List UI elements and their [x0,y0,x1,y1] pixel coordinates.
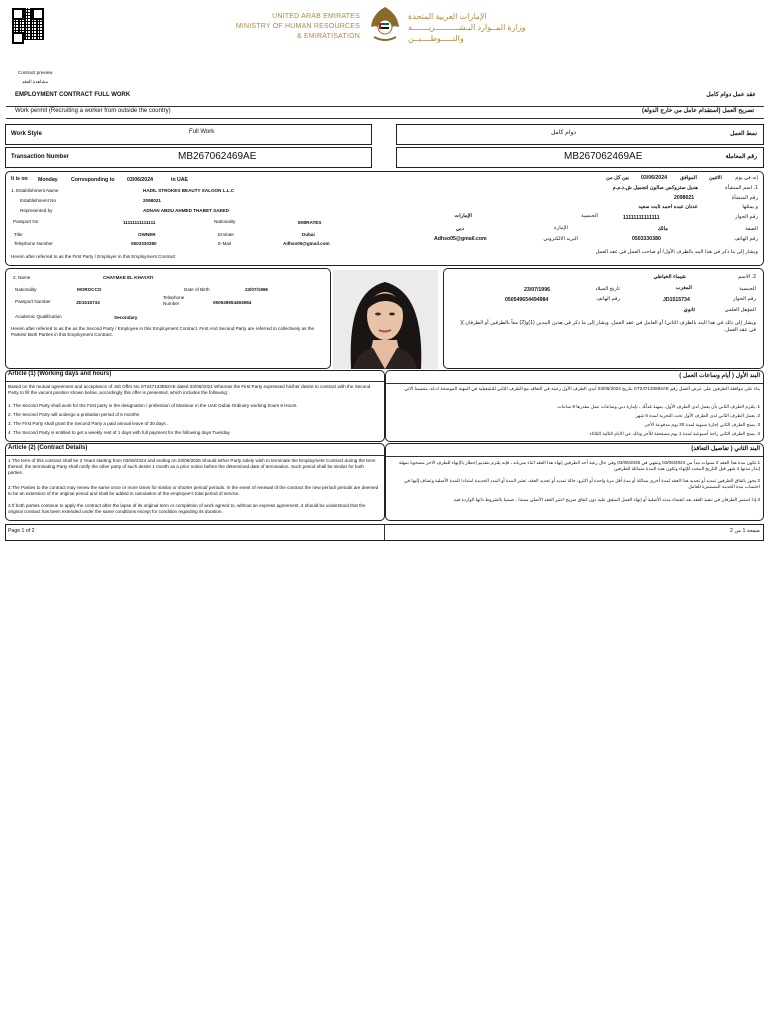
article1-item2-en: 2. The Second Party will undergo a probation period of 6 months [8,412,140,417]
sp-passport-label: Passport Number [15,299,51,304]
article1-item1-en: 1. The Second Party shall work for the First party in the designation / profession of Masseur in the UAE Dubai Ordinary working hours 8 Hours. [8,403,298,408]
first-party-herein-en: Herein after referred to as the First Party / Employer in this Employment Contract [11,254,176,259]
ar-est-no-label: رقم المنشأة [731,195,758,201]
qr-corner [12,32,24,44]
sp-passport: JD1515734 [76,300,100,305]
passport-no-label: Passport No [13,219,39,224]
work-style-box [5,124,372,145]
establishment-no-label: Establishment No [20,198,57,203]
ar-sp-qual: ثانوي [683,307,695,313]
article2-item1-ar: 1.تكون مدة هذا العقد 2 سنوات تبدأ من 03/06/2024 وتنتهي في 03/06/2026 وفي حال رغبة أحد الطرفين إنهاء هذا العقد اثناء سريانه ، فإنه يلتزم بتقديم إخطار بالإنهاء للطرف الاخر مصحوبا بمهلة إنذار مدتها 1 شهر قبل التاريخ المحدد للإنهاء وتكون هذه المدة متماثلة للطرفين [398,460,760,471]
emirate-value: Dubai [302,232,315,237]
ar-rep-label: و يمثلها [742,204,758,210]
permit-divider [6,118,764,119]
ar-emirate: دبي [455,226,464,232]
ar-email-label: البريد الالكتروني [543,236,578,242]
sp-name: CHAYMAE EL KHAYATI [103,275,154,280]
work-style-label-ar: نمط العمل [730,131,757,137]
ar-nat: الإمارات [454,213,472,219]
article1-intro-en: Based on the mutual agreement and acceptance of Job Offer No ST247133882AE dated 03/06/2024 Whereas the First Party expressed his/her desire to contract with the Second Party to fill the vacant position shown below, accordingly this offer is presented, which includes the following: [8,384,371,395]
ar-sp-tel-label: رقم الهاتف [596,296,620,302]
ar-title: مالك [657,226,668,232]
represented-by: ADNAN ABDU AHMED THABET SAEED [143,208,229,213]
corresponding-label: Corresponding to [71,177,115,183]
title-value: OWNER [138,232,156,237]
employee-photo [333,270,438,369]
work-style-label: Work Style [11,131,42,137]
transaction-number: MB267062469AE [178,151,257,162]
sp-qualification: Secondary [114,315,138,320]
sp-dob: 23/07/1996 [245,287,268,292]
article2-heading-en: Article (2) (Contract Details) [8,445,88,451]
nationality-label: Nationality [214,219,236,224]
article1-ar-divider [386,383,763,384]
work-permit-ar: تصريح العمل (استقدام عامل من خارج الدولة) [641,108,754,114]
ar-passport: 11111111111111 [623,215,660,221]
ar-between: بين كل من [606,175,629,181]
establishment-name: HADIL STROKES BEAUTY SALOON L.L.C [143,188,235,193]
article1-heading-ar: البند الأول ( أيام وساعات العمل ) [679,373,760,379]
article1-item3-ar: 3. يمنح الطرف الثاني إجازة سنوية لمدة 30 يوم مدفوعة الأجر. [643,422,760,427]
ar-corr: الموافق [680,175,697,181]
contract-title-ar: عقد عمل دوام كامل [706,92,756,98]
nationality: EMIRATES [298,220,322,225]
article1-heading-en: Article (1) (Working days and hours) [8,371,112,377]
passport-no: 11111111111111 [123,220,156,225]
work-style-value-ar: دوام كامل [551,130,577,136]
ministry-name-ar: الإمارات العربية المتحدة وزارة المــوارد البـشــــــــــريـــــــة والتـــــوطــــيــن [408,12,526,43]
ar-sp-name: شيماء الخياطي [653,274,686,280]
it-is-on: It is on [11,176,28,182]
article2-item3-en: 3.If both parties continue to apply the contract after the lapse of its original term or completion of work agreed to, without an express agreement, it should be understood that the original contract has been extended under the same conditions except for condition regarding its duration. [8,503,366,514]
ar-passport-label: رقم الجواز [735,214,758,220]
sp-nationality: MOROCCO [77,287,102,292]
article1-item3-en: 3. The First Party shall grant the Second Party a paid annual leave of 30 days . [8,421,169,426]
header-divider [6,106,764,107]
work-style-box-ar [396,124,764,145]
page-number-ar: صفحة 1 من 2 [729,528,760,534]
article1-item4-ar: 4. يمنح الطرف الثاني راحة أسبوعية لمدة 1 يوم مستحقة للأجر وذلك عن الايام التالية الثلاثاء [589,431,760,436]
first-party-herein-ar: ويشار إلى ما ذكر في هذا البند بالطرف الأول/ أو صاحب العمل في عقد العمل [595,249,758,255]
transaction-box-ar [396,147,764,168]
page-number-en: Page 1 of 2 [8,528,35,534]
ar-day: الاثنين [709,175,722,181]
emirate-label: Emirate [218,232,234,237]
day-value: Monday [38,177,58,183]
ar-est-label: 1. اسم المنشأة [725,185,758,191]
article1-item1-ar: 1. يلتزم الطرف الثاني بأن يعمل لدى الطرف الأول، بمهنة مُدلّك ، بإمارة دبي وساعات عمل مقدرها 8 ساعات [557,404,760,409]
second-party-ar-section [443,268,764,369]
article1-item4-en: 4. The Second Party is entitled to get a weekly rest of 1 days with full payment for the following days Tuesday [8,430,230,435]
ar-sp-dob-label: تاريخ الميلاد [595,286,620,292]
qr-caption-en: Contract preview [18,70,53,75]
second-party-herein-en: Herein after referred to as the as the Second Party / Employee in this Employment Contract. First And Second Party are referred to collectively as the Parties/ Both Parties in this Employment Contract. [11,326,315,337]
ar-sp-passport-label: رقم الجواز [733,296,756,302]
ar-nat-label: الجنسية [581,213,598,219]
second-party-herein-ar: ويشار إلى ذلك في هذا البند بالطرف الثاني/ أو العامل في عقد العمل، ويشار إلى ما ذكر في هذين البندين (1)و(2) معاً بالطرفين أو الطرفان )( في عقد العمل. [460,320,756,334]
article2-item3-ar: 3.إذا استمر الطرفان في تنفيذ العقد بعد انقضاء مدته الأصلية أو إنهاء العمل المتفق عليه دون اتفاق صريح اعتبر العقد الأصلي ممتدا ، ضمنيا بالشروط ذاتها الواردة فيه. [452,497,760,502]
work-style-value: Full Work [189,129,215,135]
ar-title-label: الصفة [745,226,758,232]
article2-item1-en: 1.The term of this contract shall be 2 Years starting from 03/06/2024 and ending on 03/06/2026 Should either Party solely wish to terminate the Employment Contract during the term thereof, the terminating Party shall notify the other party of such desire 1 month as a prior notice before the determined date of termination. Such period shall be similar for both parties. [8,458,376,475]
ar-date: 03/06/2024 [641,175,667,181]
ar-email: Adhso05@gmail.com [434,236,487,242]
ar-sp-tel: 050549654494984 [505,297,549,303]
in-uae: in UAE [171,177,189,183]
qr-caption-ar: مشاهدة العقد [22,79,49,84]
telephone-label: Telephone Number [14,241,53,246]
ar-est-no: 2098021 [674,195,695,201]
ministry-name-en: UNITED ARAB EMIRATES MINISTRY OF HUMAN RESOURCES & EMIRATISATION [235,13,360,40]
establishment-no: 2098021 [143,198,161,203]
contract-date: 03/06/2024 [127,177,153,183]
represented-by-label: Represented by [20,208,53,213]
sp-nationality-label: Nationality [15,287,37,292]
article2-item2-ar: 2.يجوز باتفاق الطرفين تمديد أو تجديد هذا العقد لمدة أخرى مماثلة أو مدة أقل مرة واحدة أو اكثرو، حالة تمديد أو تجديد العقد، تعتبر المدة أو المدد الجديدة امتدادا للمدة الأصلية وتضاف إليها في احتساب مدة الخدمة المستمرة للعامل [404,478,760,489]
transaction-label-ar: رقم المعاملة [725,154,757,160]
ar-sp-passport: JD1515734 [663,297,690,303]
article2-en-divider [6,455,384,456]
transaction-label: Transaction Number [11,154,70,160]
work-permit-en: Work permit (Recruiting a worker from outside the country) [15,108,171,114]
sp-dob-label: Date of Birth [184,287,210,292]
telephone-value: 0503330380 [131,241,157,246]
ar-emirate-label: الإمارة [554,225,568,231]
article2-item2-en: 2.The Parties to the contract may renew the same once or more times for similar or shorter period/ periods. In the event of renewal of the contract the new period/ periods are deemed to be an extension of the original period and shall be added in calculation of the employee's total period of service. [8,485,379,496]
sp-qualification-label: Academic Qualification [15,314,62,319]
sp-name-label: 2. Name [13,275,31,280]
ar-sp-nat-label: الجنسية [739,286,756,292]
article2-ar-divider [386,456,763,457]
ar-day-label: إنه في يوم [735,175,758,181]
article2-heading-ar: البند الثاني ( تفاصيل التعاقد) [691,446,760,452]
footer-divider [384,524,385,541]
email-value: Adhso05@gmail.com [283,241,330,246]
uae-emblem-icon [368,5,402,45]
sp-telephone: 050549654494984 [213,300,252,305]
ar-sp-qual-label: المؤهل العلمي [724,307,756,313]
contract-title-en: EMPLOYMENT CONTRACT FULL WORK [15,92,131,98]
ar-rep: عدنان عبده احمد ثابت سعيد [638,204,698,210]
ar-est-name: هديل ستروكس صالون لتجميل ش.ذ.م.م [612,185,698,191]
sp-telephone-label: Telephone Number [163,295,185,306]
establishment-name-label: 1. Establishment Name [11,188,59,193]
ar-sp-name-label: 2. الاسم [738,274,756,280]
ar-sp-dob: 23/07/1996 [524,287,550,293]
ar-tel: 0503330380 [632,236,661,242]
email-label: E-Mail [218,241,232,246]
article1-intro-ar: بناء على موافقة الطرفين على عرض العمل رقم ST247133882AE بتاريخ 03/06/2024 أبدى الطرف الأول رغبته في التعاقد مع الطرف الثاني للتشغيلية في المهنة الموضحة ادناه، متضمنا الاتي [404,386,760,391]
transaction-number-ar: MB267062469AE [564,151,643,162]
transaction-box [5,147,372,168]
ar-tel-label: رقم الهاتف [734,236,758,242]
article1-item2-ar: 2. يعمل الطرف الثاني لدى الطرف الأول تحت التجربة لمدة 6 شهر [635,413,760,418]
article1-en-divider [6,381,384,382]
title-label: Title [14,232,23,237]
ar-sp-nat: المغرب [675,285,692,291]
